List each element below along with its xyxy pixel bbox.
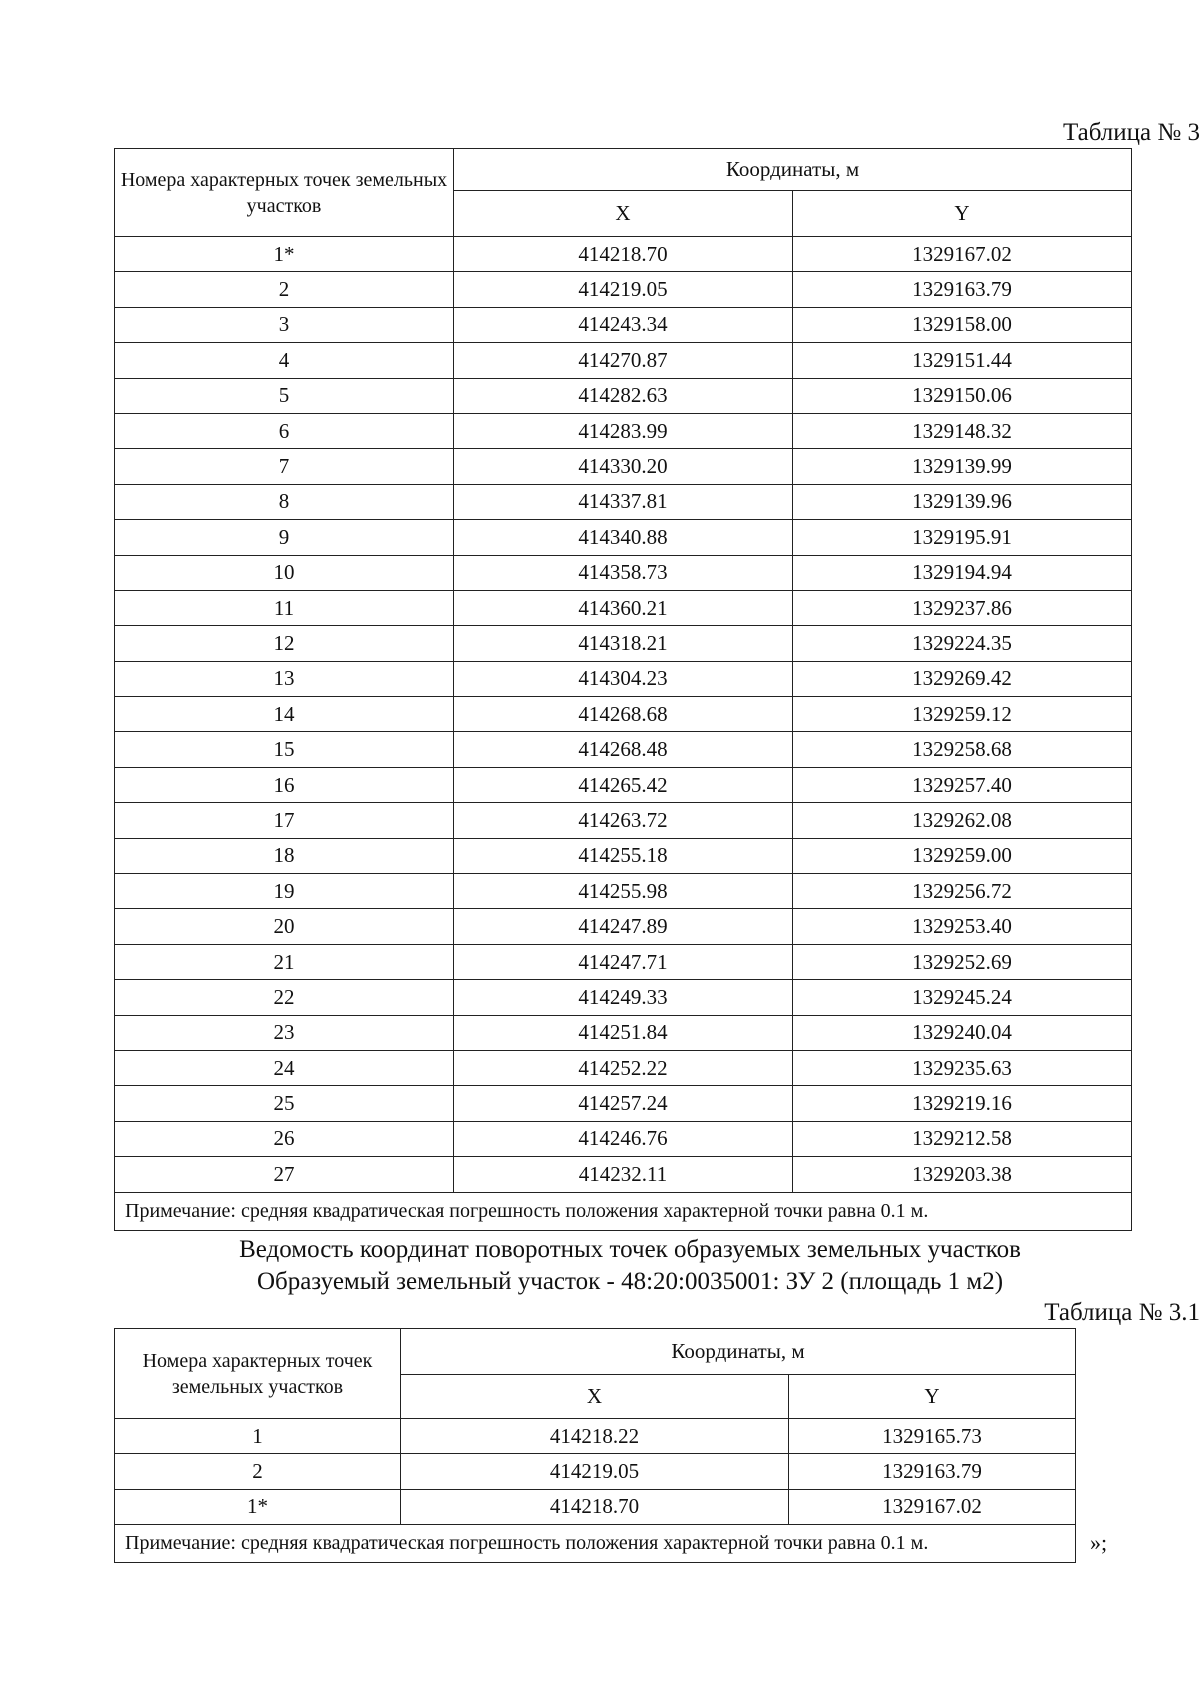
table3-x-value: 414360.21: [454, 590, 793, 625]
table3-x-value: 414257.24: [454, 1086, 793, 1121]
table3-y-value: 1329257.40: [793, 767, 1132, 802]
table3-y-value: 1329224.35: [793, 626, 1132, 661]
table3-header-x: X: [454, 191, 793, 237]
table3-note: Примечание: средняя квадратическая погрешность положения характерной точки равна 0.1 м.: [115, 1192, 1132, 1230]
table31-point-number: 2: [115, 1454, 401, 1489]
table31-header-x: X: [401, 1375, 789, 1419]
table3-y-value: 1329139.99: [793, 449, 1132, 484]
table3-row: [115, 944, 1132, 979]
table3-y-value: 1329151.44: [793, 343, 1132, 378]
table3-row: [115, 307, 1132, 342]
table3-y-value: 1329258.68: [793, 732, 1132, 767]
table31-point-number: 1: [115, 1419, 401, 1454]
table3-row: [115, 484, 1132, 519]
table3-x-value: 414282.63: [454, 378, 793, 413]
table3-x-value: 414340.88: [454, 520, 793, 555]
table3-point-number: 4: [115, 343, 454, 378]
table31-header-coords: Координаты, м: [401, 1329, 1076, 1375]
table3-point-number: 2: [115, 272, 454, 307]
table3-y-value: 1329262.08: [793, 803, 1132, 838]
table3-x-value: 414247.89: [454, 909, 793, 944]
table3-header-y: Y: [793, 191, 1132, 237]
table3-y-value: 1329259.12: [793, 697, 1132, 732]
closing-quote: »;: [1090, 1530, 1108, 1555]
table3-point-number: 23: [115, 1015, 454, 1050]
table3-point-number: 1*: [115, 237, 454, 272]
table3-row: [115, 520, 1132, 555]
table3-point-number: 27: [115, 1157, 454, 1192]
table3-y-value: 1329163.79: [793, 272, 1132, 307]
table3-y-value: 1329150.06: [793, 378, 1132, 413]
table3-x-value: 414251.84: [454, 1015, 793, 1050]
table3-row: [115, 343, 1132, 378]
table3-x-value: 414330.20: [454, 449, 793, 484]
table3-point-number: 10: [115, 555, 454, 590]
table3-point-number: 14: [115, 697, 454, 732]
table3-point-number: 5: [115, 378, 454, 413]
table31-y-value: 1329163.79: [789, 1454, 1076, 1489]
table3-row: [115, 838, 1132, 873]
table3-x-value: 414265.42: [454, 767, 793, 802]
table3-row: [115, 1050, 1132, 1085]
table3-x-value: 414232.11: [454, 1157, 793, 1192]
table3-row: [115, 237, 1132, 272]
table3-point-number: 7: [115, 449, 454, 484]
table3-row: [115, 1157, 1132, 1192]
table3-x-value: 414358.73: [454, 555, 793, 590]
table3-x-value: 414255.18: [454, 838, 793, 873]
table3-point-number: 22: [115, 980, 454, 1015]
table3-y-value: 1329253.40: [793, 909, 1132, 944]
table3-x-value: 414247.71: [454, 944, 793, 979]
table3-point-number: 21: [115, 944, 454, 979]
table3-y-value: 1329259.00: [793, 838, 1132, 873]
table3-point-number: 18: [115, 838, 454, 873]
table3-point-number: 17: [115, 803, 454, 838]
table3-y-value: 1329203.38: [793, 1157, 1132, 1192]
table3-x-value: 414268.48: [454, 732, 793, 767]
table3-point-number: 24: [115, 1050, 454, 1085]
table3-y-value: 1329252.69: [793, 944, 1132, 979]
table31-row: [115, 1489, 1076, 1524]
table3-x-value: 414337.81: [454, 484, 793, 519]
table3-header-coords: Координаты, м: [454, 149, 1132, 191]
table3-x-value: 414318.21: [454, 626, 793, 661]
table3-row: [115, 626, 1132, 661]
table3-y-value: 1329212.58: [793, 1121, 1132, 1156]
table3-row: [115, 272, 1132, 307]
table3-point-number: 16: [115, 767, 454, 802]
table3-row: [115, 874, 1132, 909]
table3: [114, 148, 1132, 1231]
table3-y-value: 1329269.42: [793, 661, 1132, 696]
table3-point-number: 13: [115, 661, 454, 696]
table3-row: [115, 980, 1132, 1015]
table3-point-number: 12: [115, 626, 454, 661]
table3-point-number: 3: [115, 307, 454, 342]
table3-row: [115, 661, 1132, 696]
table3-row: [115, 909, 1132, 944]
table3-y-value: 1329194.94: [793, 555, 1132, 590]
table3-point-number: 20: [115, 909, 454, 944]
table3-point-number: 15: [115, 732, 454, 767]
table3-x-value: 414246.76: [454, 1121, 793, 1156]
table3-x-value: 414252.22: [454, 1050, 793, 1085]
table3-x-value: 414270.87: [454, 343, 793, 378]
table31-x-value: 414218.70: [401, 1489, 789, 1524]
table31-note: Примечание: средняя квадратическая погрешность положения характерной точки равна 0.1 м.: [115, 1525, 1076, 1563]
table3-x-value: 414283.99: [454, 413, 793, 448]
table31-header-y: Y: [789, 1375, 1076, 1419]
table3-caption: Таблица № 3: [1062, 119, 1200, 146]
table3-header-points: Номера характерных точек земельных участков: [115, 149, 454, 237]
table3-y-value: 1329219.16: [793, 1086, 1132, 1121]
table31-caption: Таблица № 3.1: [1044, 1299, 1200, 1326]
section-heading-line1: Ведомость координат поворотных точек образуемых земельных участков: [239, 1236, 1021, 1263]
table3-row: [115, 555, 1132, 590]
table3-x-value: 414263.72: [454, 803, 793, 838]
table31-y-value: 1329165.73: [789, 1419, 1076, 1454]
table3-row: [115, 378, 1132, 413]
table3-y-value: 1329240.04: [793, 1015, 1132, 1050]
table3-x-value: 414249.33: [454, 980, 793, 1015]
table31-row: [115, 1454, 1076, 1489]
table3-row: [115, 413, 1132, 448]
table3-row: [115, 803, 1132, 838]
table31-header-points: Номера характерных точек земельных участков: [115, 1329, 401, 1419]
table3-row: [115, 1121, 1132, 1156]
table3-point-number: 25: [115, 1086, 454, 1121]
table3-row: [115, 1086, 1132, 1121]
table31-x-value: 414219.05: [401, 1454, 789, 1489]
table3-y-value: 1329139.96: [793, 484, 1132, 519]
table3-row: [115, 449, 1132, 484]
table3-x-value: 414219.05: [454, 272, 793, 307]
table3-x-value: 414304.23: [454, 661, 793, 696]
table3-y-value: 1329195.91: [793, 520, 1132, 555]
table3-y-value: 1329167.02: [793, 237, 1132, 272]
table3-x-value: 414268.68: [454, 697, 793, 732]
table3-point-number: 8: [115, 484, 454, 519]
table3-x-value: 414255.98: [454, 874, 793, 909]
table3-row: [115, 767, 1132, 802]
table3-point-number: 6: [115, 413, 454, 448]
table3-row: [115, 697, 1132, 732]
table31-point-number: 1*: [115, 1489, 401, 1524]
table3-point-number: 19: [115, 874, 454, 909]
table31-y-value: 1329167.02: [789, 1489, 1076, 1524]
table31-row: [115, 1419, 1076, 1454]
table3-y-value: 1329256.72: [793, 874, 1132, 909]
table3-row: [115, 1015, 1132, 1050]
table31: [114, 1328, 1076, 1563]
table3-y-value: 1329245.24: [793, 980, 1132, 1015]
section-heading-line2: Образуемый земельный участок - 48:20:0035001: ЗУ 2 (площадь 1 м2): [256, 1268, 1004, 1295]
table3-point-number: 26: [115, 1121, 454, 1156]
table3-point-number: 9: [115, 520, 454, 555]
table3-row: [115, 590, 1132, 625]
table3-x-value: 414218.70: [454, 237, 793, 272]
table3-x-value: 414243.34: [454, 307, 793, 342]
table3-point-number: 11: [115, 590, 454, 625]
table3-y-value: 1329158.00: [793, 307, 1132, 342]
table3-y-value: 1329148.32: [793, 413, 1132, 448]
table3-y-value: 1329237.86: [793, 590, 1132, 625]
table3-y-value: 1329235.63: [793, 1050, 1132, 1085]
table3-row: [115, 732, 1132, 767]
table31-x-value: 414218.22: [401, 1419, 789, 1454]
